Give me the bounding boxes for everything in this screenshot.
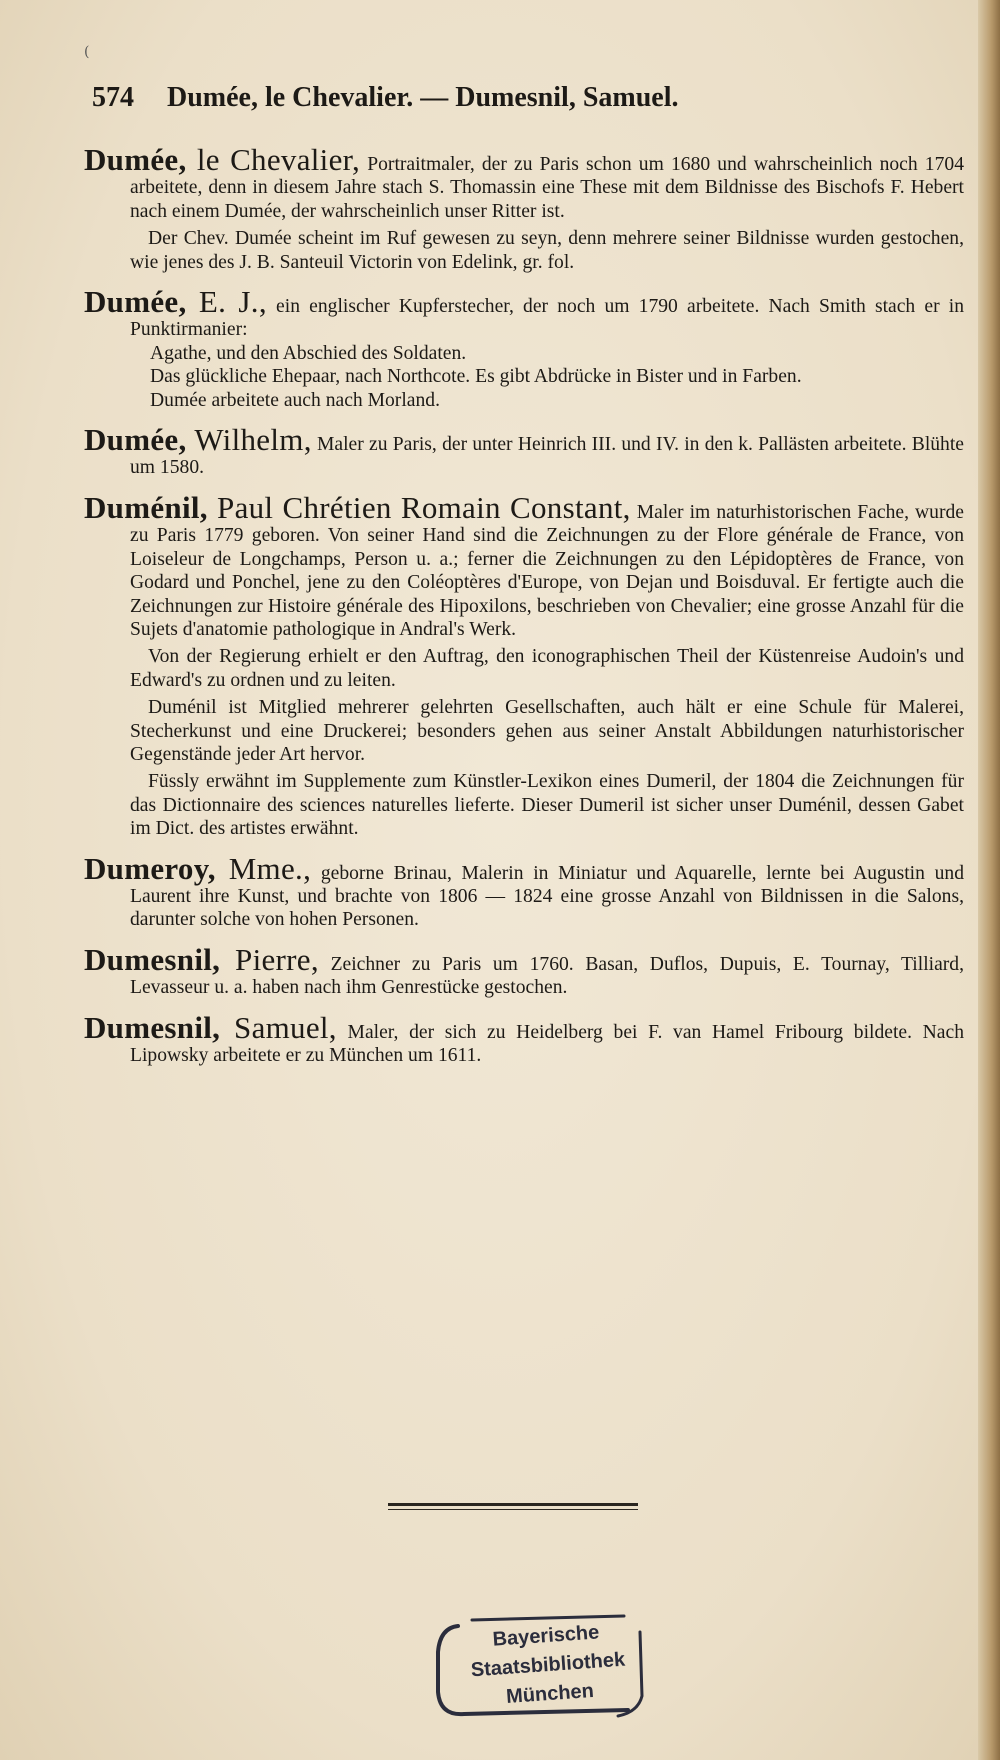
entry-lead (84, 422, 964, 480)
entry-text: Portraitmaler, der zu Paris schon um 1680 und wahrscheinlich noch 1704 arbeitete, denn in diesem Jahre stach S. Thomassin eine These mit dem Bildnisse des Bischofs F. Hebert nach einem Dumée, der wahrscheinlich unser Ritter ist. (130, 154, 964, 222)
stamp-line-1: Bayerische (491, 1621, 600, 1651)
section-end-rule (388, 1503, 638, 1510)
entry-text: Maler im naturhistorischen Fache, wurde zu Paris 1779 geboren. Von seiner Hand sind die Zeichnungen zu der Flore générale de France, von Loiseleur de Longchamps, Person u. a.; ferner die Zeichnungen zu den Lépidoptères de France, von Godard und Ponchel, jene zu den Coléoptères d'Europe, von Dejan und Boisduval. Er fertigte auch die Zeichnungen zur Histoire générale des Hipoxilons, beschrieben von Chevalier; eine grosse Anzahl für die Sujets d'anatomie pathologique in Andral's Werk. (130, 501, 965, 640)
entry-lead (84, 1009, 964, 1068)
entry-text: ein englischer Kupferstecher, der noch um 1790 arbeitete. Nach Smith stach er in Punktirmanier: (130, 296, 964, 341)
library-stamp (428, 1612, 668, 1724)
entry-lead (84, 489, 965, 641)
entry-work-item: Agathe, und den Abschied des Soldaten. (150, 342, 467, 364)
stamp-line-3: München (505, 1679, 595, 1708)
entry-lead (84, 850, 964, 932)
entry-text: Maler, der sich zu Heidelberg bei F. van Hamel Fribourg bildete. Nach Lipowsky arbeitete er zu München um 1611. (130, 1021, 964, 1066)
entry-lead (84, 941, 964, 1000)
entry-work-item: Dumée arbeitete auch nach Morland. (150, 389, 440, 411)
entry-text: Maler zu Paris, der unter Heinrich III. und IV. in den k. Pallästen arbeitete. Blühte um 1580. (130, 434, 964, 479)
entry-headword: Dumée, Wilhelm, (84, 422, 312, 458)
entry-text: geborne Brinau, Malerin in Miniatur und Aquarelle, lernte bei Augustin und Laurent ihre Kunst, und brachte von 1806 — 1824 eine grosse Anzahl von Bildnissen in die Salons, darunter solche von hohen Personen. (130, 862, 964, 931)
page-spine-edge (978, 0, 1000, 1760)
entry-headword: Dumée, le Chevalier, (84, 142, 361, 177)
running-title: Dumée, le Chevalier. — Dumesnil, Samuel. (167, 82, 679, 113)
entry-dumee-chevalier (84, 142, 964, 274)
page-number: 574 (92, 82, 134, 113)
stamp-line-2: Staatsbibliothek (470, 1648, 626, 1682)
entry-headword: Dumesnil, Pierre, (84, 941, 319, 977)
entry-paragraph: Duménil ist Mitglied mehrerer gelehrten Gesellschaften, auch hält er eine Schule für Malerei, Stecherkunst und eine Druckerei; besonders gehen aus seiner Anstalt Abbildungen naturhistorischer Gegenstände jeder Art hervor. (130, 697, 964, 765)
entry-lead (84, 142, 964, 223)
stray-mark: ( (84, 44, 90, 60)
rule-thin (388, 1509, 638, 1510)
entry-paragraph: Von der Regierung erhielt er den Auftrag, den iconographischen Theil der Küstenreise Audoin's und Edward's zu ordnen und zu leiten. (130, 646, 964, 691)
dictionary-entries (84, 142, 965, 1083)
entry-paragraph: Der Chev. Dumée scheint im Ruf gewesen zu seyn, denn mehrere seiner Bildnisse wurden gestochen, wie jenes des J. B. Santeuil Victorin von Edelink, gr. fol. (130, 228, 964, 273)
entry-work-item: Das glückliche Ehepaar, nach Northcote. Es gibt Abdrücke in Bister und in Farben. (150, 366, 802, 388)
rule-thick (388, 1503, 638, 1506)
entry-dumesnil-pierre (84, 941, 964, 1000)
entry-dumee-wilhelm (84, 422, 964, 480)
entry-headword: Dumesnil, Samuel, (84, 1009, 337, 1045)
entry-dumesnil-samuel (84, 1009, 964, 1068)
running-header (92, 82, 852, 114)
entry-headword: Dumeroy, Mme., (84, 850, 312, 886)
entry-dumenil-paul (84, 489, 965, 841)
entry-dumee-ej (84, 284, 964, 412)
entry-text: Zeichner zu Paris um 1760. Basan, Duflos, Dupuis, E. Tournay, Tilliard, Levasseur u. a. haben nach ihm Genrestücke gestochen. (130, 953, 964, 999)
entry-headword: Dumée, E. J., (84, 284, 267, 320)
entry-headword: Duménil, Paul Chrétien Romain Constant, (84, 489, 631, 525)
entry-lead (84, 284, 964, 342)
entry-dumeroy (84, 850, 964, 932)
stamp-text (425, 1614, 670, 1718)
entry-paragraph: Füssly erwähnt im Supplemente zum Künstler-Lexikon eines Dumeril, der 1804 die Zeichnungen für das Dictionnaire des sciences naturelles lieferte. Dieser Dumeril ist sicher unser Duménil, dessen Gabet im Dict. des artistes erwähnt. (130, 771, 964, 840)
